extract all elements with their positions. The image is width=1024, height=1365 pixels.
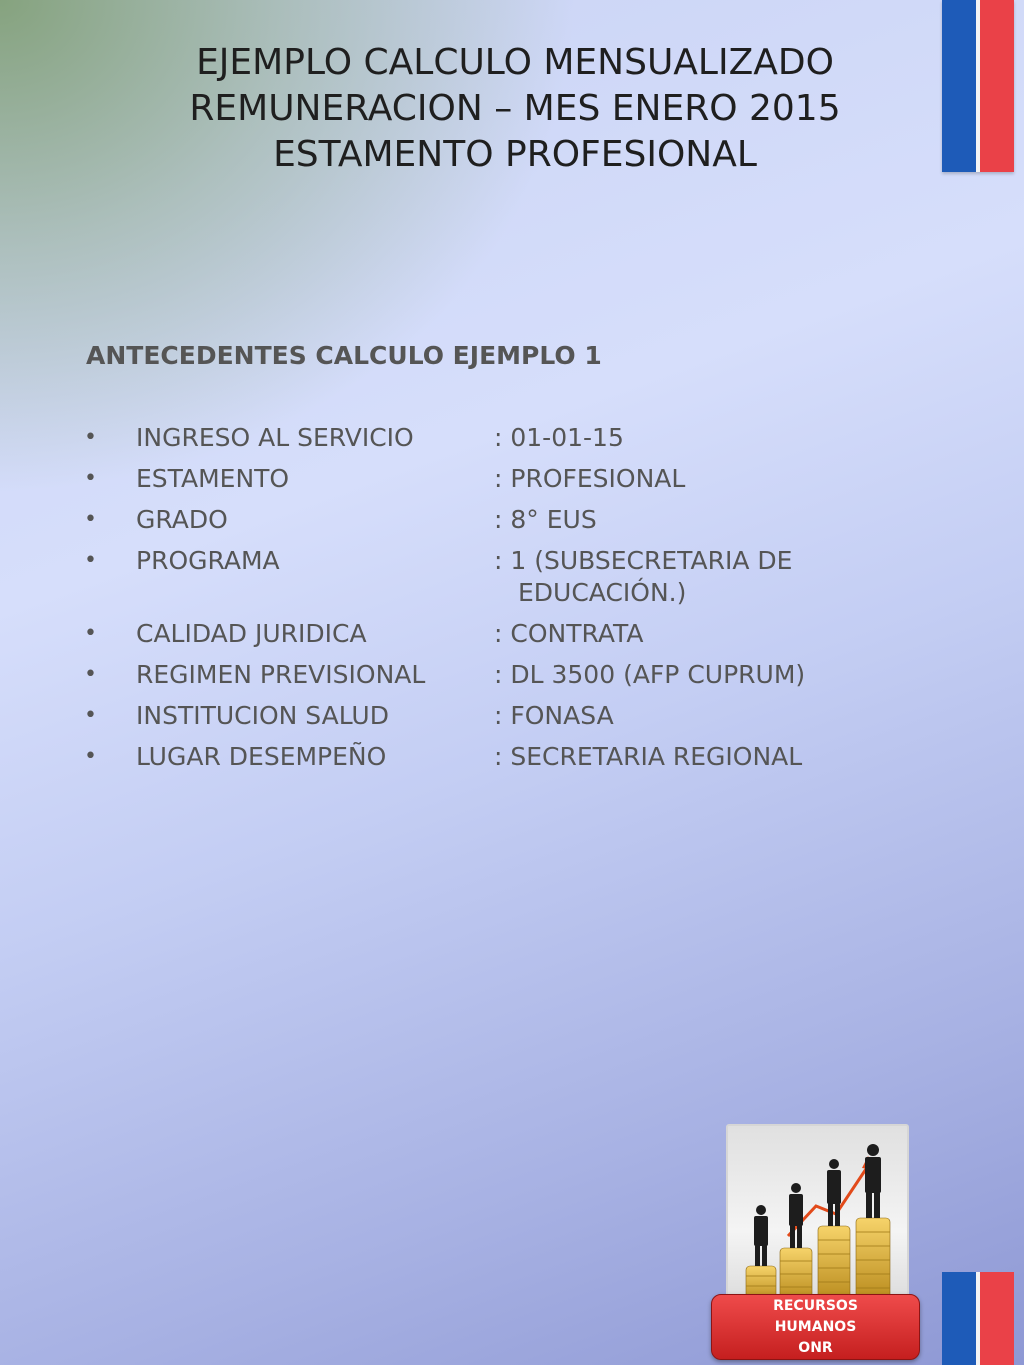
bullet: • (84, 466, 97, 491)
businessmen-on-coins-icon (728, 1126, 907, 1302)
flag-stripes-bottom (942, 1272, 1014, 1365)
item-label: ESTAMENTO (136, 464, 290, 493)
item-value: : FONASA (494, 701, 614, 730)
list-item-calidad (84, 617, 824, 650)
section-heading: ANTECEDENTES CALCULO EJEMPLO 1 (86, 341, 602, 370)
bullet: • (84, 425, 97, 450)
item-label: INGRESO AL SERVICIO (136, 423, 414, 452)
item-value: : CONTRATA (494, 619, 644, 648)
item-label: PROGRAMA (136, 546, 280, 575)
item-label: REGIMEN PREVISIONAL (136, 660, 426, 689)
item-value: : SECRETARIA REGIONAL (494, 742, 803, 771)
list-item-estamento (84, 462, 824, 495)
title-line-1: EJEMPLO CALCULO MENSUALIZADO (196, 42, 834, 83)
list-item-salud (84, 699, 824, 732)
bullet: • (84, 507, 97, 532)
item-value-multiline (494, 544, 824, 609)
title-line-3: ESTAMENTO PROFESIONAL (273, 134, 757, 175)
item-value: : DL 3500 (AFP CUPRUM) (494, 660, 806, 689)
item-value: : 01-01-15 (494, 423, 624, 452)
item-value: : 8° EUS (494, 505, 597, 534)
item-label: LUGAR DESEMPEÑO (136, 742, 387, 771)
badge-line-1: RECURSOS (773, 1297, 858, 1314)
list-item-grado (84, 503, 824, 536)
flag-stripes-top (942, 0, 1014, 172)
item-value: : 1 (SUBSECRETARIA DE (494, 546, 793, 575)
list-item-programa (84, 544, 824, 609)
item-label: GRADO (136, 505, 228, 534)
badge-line-3: ONR (798, 1339, 833, 1356)
title-line-2: REMUNERACION – MES ENERO 2015 (189, 88, 841, 129)
bullet: • (84, 744, 97, 769)
badge-line-2: HUMANOS (774, 1318, 857, 1335)
item-value-continuation: EDUCACIÓN.) (518, 578, 687, 607)
item-value: : PROFESIONAL (494, 464, 686, 493)
bullet: • (84, 548, 97, 573)
list-item-lugar (84, 740, 824, 773)
antecedentes-list (84, 421, 824, 781)
list-item-ingreso (84, 421, 824, 454)
list-item-regimen (84, 658, 824, 691)
bullet: • (84, 703, 97, 728)
bullet: • (84, 662, 97, 687)
item-label: INSTITUCION SALUD (136, 701, 389, 730)
recursos-humanos-badge (711, 1294, 920, 1360)
slide-title (120, 40, 910, 178)
bullet: • (84, 621, 97, 646)
hr-logo-image (726, 1124, 909, 1304)
item-label: CALIDAD JURIDICA (136, 619, 367, 648)
